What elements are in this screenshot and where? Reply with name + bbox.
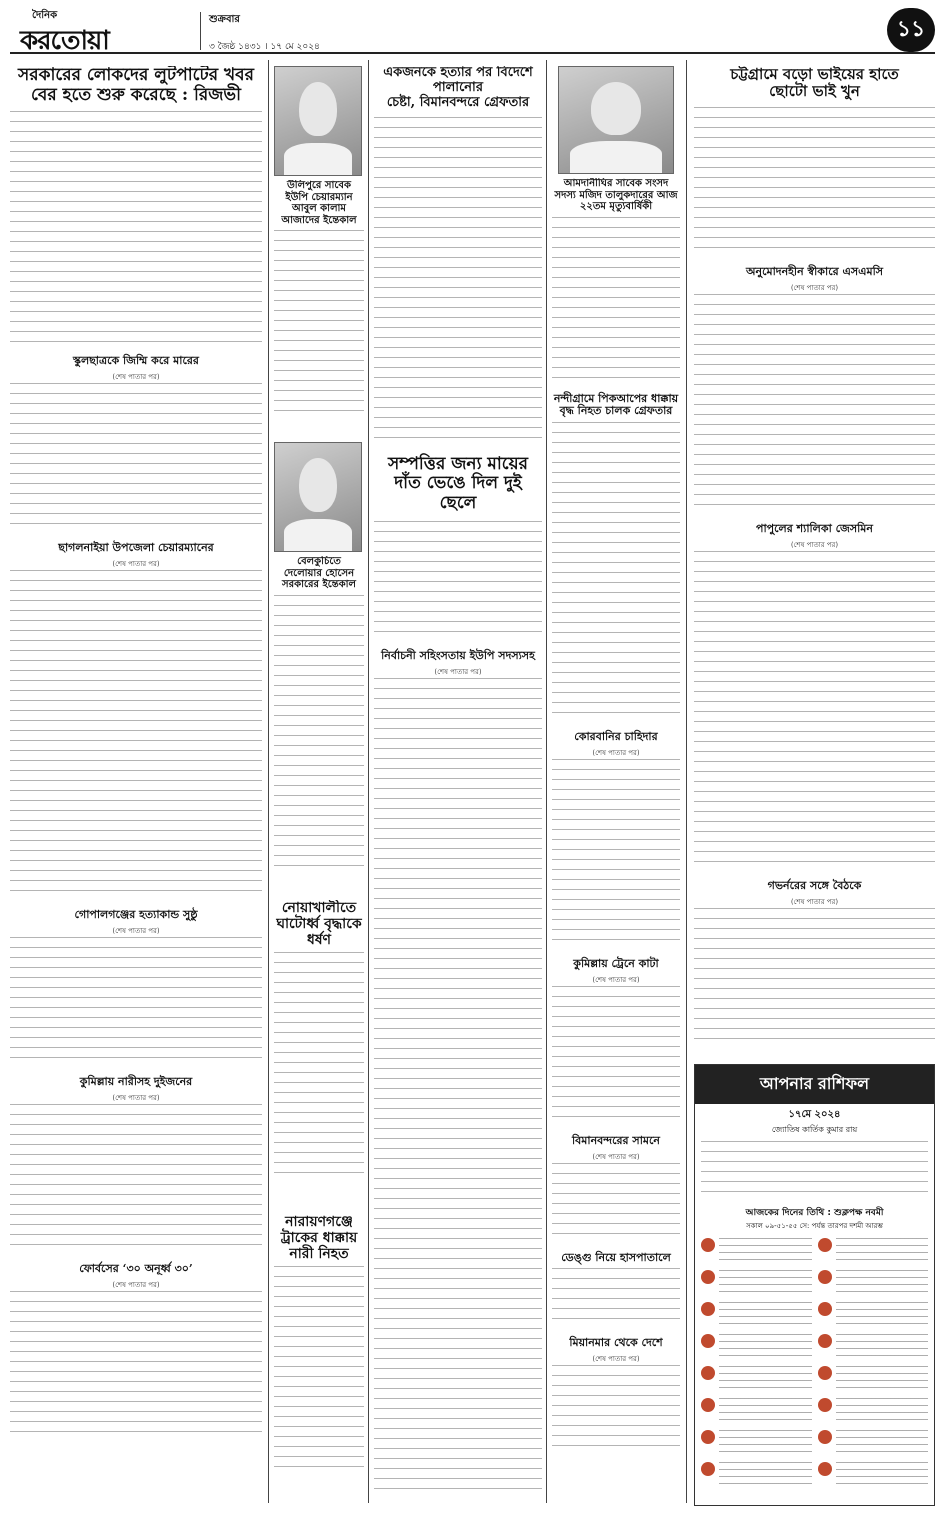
zodiac-entry bbox=[701, 1366, 812, 1394]
headline: সরকারের লোকদের লুটপাটের খবর bbox=[17, 66, 254, 85]
article-body bbox=[552, 422, 680, 722]
zodiac-entry bbox=[818, 1366, 929, 1394]
zodiac-icon bbox=[818, 1302, 832, 1316]
headline: বের হতে শুরু করেছে : রিজভী bbox=[31, 84, 241, 105]
article-body bbox=[694, 294, 935, 514]
horoscope-day-heading: আজকের দিনের তিথি : শুক্লপক্ষ নবমী bbox=[745, 1208, 884, 1218]
continuation-note: (শেষ পাতার পর) bbox=[592, 975, 640, 984]
sub-headline: পাপুলের শ্যালিকা জেসমিন bbox=[756, 521, 873, 535]
zodiac-icon bbox=[818, 1270, 832, 1284]
headline: নন্দীগ্রামে পিকআপের ধাক্কায় বৃদ্ধ নিহত চালক গ্রেফতার bbox=[553, 391, 679, 418]
article-body bbox=[552, 1268, 680, 1328]
zodiac-icon bbox=[818, 1430, 832, 1444]
article-body bbox=[274, 230, 364, 420]
sub-headline: মিয়ানমার থেকে দেশে bbox=[569, 1335, 663, 1349]
date-line: ৩ জৈষ্ঠ ১৪৩১ । ১৭ মে ২০২৪ bbox=[209, 42, 320, 52]
masthead bbox=[10, 8, 935, 54]
portrait-photo bbox=[274, 66, 362, 176]
continuation-note: (শেষ পাতার পর) bbox=[592, 748, 640, 757]
article-body bbox=[694, 551, 935, 871]
sub-headline: ডেঙ্গু নিয়ে হাসপাতালে bbox=[561, 1250, 671, 1264]
zodiac-icon bbox=[701, 1238, 715, 1252]
zodiac-icon bbox=[818, 1462, 832, 1476]
article-body bbox=[552, 1163, 680, 1243]
zodiac-icon bbox=[701, 1334, 715, 1348]
continuation-note: (শেষ পাতার পর) bbox=[112, 560, 160, 569]
zodiac-icon bbox=[818, 1334, 832, 1348]
continuation-note: (শেষ পাতার পর) bbox=[112, 1094, 160, 1103]
zodiac-entry bbox=[818, 1430, 929, 1458]
zodiac-icon bbox=[701, 1398, 715, 1412]
horoscope-date: ১৭মে ২০২৪ bbox=[788, 1109, 841, 1120]
continuation-note: (শেষ পাতার পর) bbox=[112, 373, 160, 382]
headline: আমদানীঘির সাবেক সংসদ সদস্য মজিদ তালুকদারের আজ ২২তম মৃত্যুবার্ষিকী bbox=[554, 178, 678, 212]
horoscope-author: জ্যোতিষ কার্তিক কুমার রায় bbox=[771, 1125, 858, 1134]
article-body bbox=[10, 1291, 262, 1441]
column-rule bbox=[368, 60, 369, 1503]
column-1 bbox=[10, 66, 262, 1506]
continuation-note: (শেষ পাতার পর) bbox=[790, 897, 839, 906]
column-rule bbox=[268, 60, 269, 1503]
zodiac-entry bbox=[701, 1238, 812, 1266]
continuation-note: (শেষ পাতার পর) bbox=[434, 668, 482, 677]
headline: চট্টগ্রামে বড়ো ভাইয়ের হাতে bbox=[730, 66, 899, 83]
article-body bbox=[10, 111, 262, 346]
column-rule bbox=[686, 60, 687, 1503]
zodiac-icon bbox=[701, 1462, 715, 1476]
article-body bbox=[552, 986, 680, 1126]
newspaper-logo: করতোয়া bbox=[20, 26, 109, 56]
sub-headline: ছাগলনাইয়া উপজেলা চেয়ারম্যানের bbox=[58, 541, 214, 555]
sub-headline: স্কুলছাত্রকে জিম্মি করে মারের bbox=[73, 354, 199, 368]
sub-headline: কুমিল্লায় নারীসহ দুইজনের bbox=[79, 1075, 193, 1089]
article-body bbox=[274, 1266, 364, 1476]
article-block bbox=[274, 556, 364, 886]
zodiac-entry bbox=[818, 1302, 929, 1330]
portrait-photo bbox=[558, 66, 674, 174]
zodiac-entry bbox=[818, 1238, 929, 1266]
headline: সম্পত্তির জন্য মায়ের দাঁত ভেঙে দিল দুই ছেলে bbox=[388, 453, 528, 513]
sub-headline: ফোর্বসের ‘৩০ অনূর্ধ্ব ৩০’ bbox=[79, 1262, 193, 1276]
zodiac-icon bbox=[818, 1366, 832, 1380]
column-3 bbox=[374, 66, 542, 1506]
zodiac-entry bbox=[818, 1398, 929, 1426]
article-body bbox=[10, 937, 262, 1067]
article-body bbox=[552, 217, 680, 387]
zodiac-icon bbox=[701, 1430, 715, 1444]
article-body bbox=[274, 952, 364, 1182]
sub-headline: কুমিল্লায় ট্রেনে কাটা bbox=[573, 956, 659, 970]
headline: নারায়ণগঞ্জে ট্রাকের ধাক্কায় নারী নিহত bbox=[280, 1214, 358, 1263]
zodiac-icon bbox=[701, 1366, 715, 1380]
zodiac-icon bbox=[701, 1270, 715, 1284]
headline: নোয়াখালীতে ঘাটোর্ধ্ব বৃদ্ধাকে ধর্ষণ bbox=[276, 900, 362, 949]
article-body bbox=[374, 678, 542, 1498]
headline: চেষ্টা, বিমানবন্দরে গ্রেফতার bbox=[386, 94, 530, 110]
sub-headline: গভর্নরের সঙ্গে বৈঠকে bbox=[767, 878, 862, 892]
date-day: শুক্রবার bbox=[209, 14, 240, 25]
sub-headline: নির্বাচনী সহিংসতায় ইউপি সদস্যসহ bbox=[381, 649, 535, 663]
sub-headline: গোপালগঞ্জের হত্যাকান্ড সুষ্ঠু bbox=[74, 908, 198, 922]
zodiac-entry bbox=[701, 1334, 812, 1362]
article-body bbox=[694, 107, 935, 257]
horoscope-day-sub: সকাল ০৯-৫১-৫৫ সে: পর্যন্ত তারপর দশমী আরম্ভ bbox=[746, 1222, 883, 1230]
continuation-note: (শেষ পাতার পর) bbox=[790, 283, 839, 292]
sub-headline: অনুমোদনহীন স্বীকারে এসএমসি bbox=[745, 264, 884, 278]
zodiac-entry bbox=[818, 1270, 929, 1298]
headline: বেলকুচিতে bbox=[297, 556, 341, 567]
continuation-note: (শেষ পাতার পর) bbox=[790, 540, 839, 549]
horoscope-banner: আপনার রাশিফল bbox=[695, 1065, 934, 1104]
article-body bbox=[10, 383, 262, 533]
headline: উলিপুরে সাবেক ইউপি চেয়ারম্যান আবুল কালাম আজাদের ইন্তেকাল bbox=[281, 180, 357, 226]
continuation-note: (শেষ পাতার পর) bbox=[112, 1281, 160, 1290]
zodiac-icon bbox=[818, 1238, 832, 1252]
zodiac-entry bbox=[818, 1462, 929, 1490]
zodiac-icon bbox=[701, 1302, 715, 1316]
article-block bbox=[274, 900, 364, 1210]
column-5 bbox=[694, 66, 935, 1066]
article-body bbox=[274, 595, 364, 875]
continuation-note: (শেষ পাতার পর) bbox=[592, 1354, 640, 1363]
article-body bbox=[552, 759, 680, 949]
headline: একজনকে হত্যার পর বিদেশে পালানোর bbox=[383, 66, 533, 95]
sub-headline: বিমানবন্দরের সামনে bbox=[572, 1133, 660, 1147]
column-rule bbox=[546, 60, 547, 1503]
continuation-note: (শেষ পাতার পর) bbox=[112, 927, 160, 936]
zodiac-icon bbox=[818, 1398, 832, 1412]
zodiac-entry bbox=[701, 1302, 812, 1330]
article-block bbox=[274, 1214, 364, 1506]
portrait-photo bbox=[274, 442, 362, 552]
article-body bbox=[374, 521, 542, 641]
article-body bbox=[694, 908, 935, 1048]
masthead-small-title: দৈনিক bbox=[32, 10, 58, 21]
sub-headline: কোরবানির চাহিদার bbox=[574, 729, 658, 743]
page-number: ১১ bbox=[887, 8, 935, 52]
article-body bbox=[10, 570, 262, 900]
zodiac-entry bbox=[701, 1462, 812, 1490]
column-4 bbox=[552, 178, 680, 1506]
article-body bbox=[10, 1104, 262, 1254]
zodiac-entry bbox=[701, 1270, 812, 1298]
date-box bbox=[200, 12, 320, 50]
article-body bbox=[552, 1365, 680, 1455]
article-body bbox=[374, 117, 542, 447]
zodiac-entry bbox=[701, 1430, 812, 1458]
headline: দেলোয়ার হোসেন সরকারের ইন্তেকাল bbox=[282, 567, 356, 590]
zodiac-entry bbox=[701, 1398, 812, 1426]
continuation-note: (শেষ পাতার পর) bbox=[592, 1152, 640, 1161]
horoscope-box bbox=[694, 1064, 935, 1506]
headline: ছোটো ভাই খুন bbox=[769, 82, 860, 101]
horoscope-intro bbox=[701, 1141, 928, 1201]
zodiac-entry bbox=[818, 1334, 929, 1362]
